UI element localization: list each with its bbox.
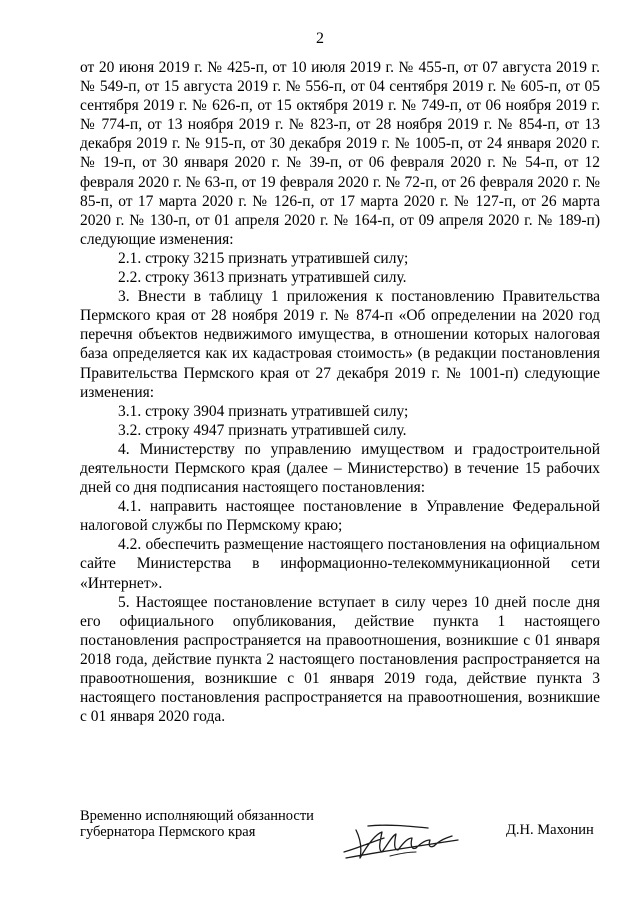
signatory-name: Д.Н. Махонин (506, 822, 594, 838)
page-number: 2 (316, 30, 324, 47)
handwritten-signature-image (338, 818, 468, 864)
paragraph-2-1: 2.1. строку 3215 признать утратившей силу; (118, 249, 409, 267)
paragraph-4-1: 4.1. направить настоящее постановление в Управление Федеральной налоговой службы по Пермскому краю; (80, 498, 600, 535)
signatory-position (80, 808, 314, 840)
paragraph-2-2: 2.2. строку 3613 признать утратившей силу. (118, 269, 407, 287)
paragraph-3-2: 3.2. строку 4947 признать утратившей силу. (118, 421, 407, 439)
paragraph-5: 5. Настоящее постановление вступает в силу через 10 дней после дня его официального опубликования, действие пункта 1 настоящего постановления распространяется на правоотношения, возникшие с 01 января 2018 года, действие пункта 2 настоящего постановления распространяется на правоотношения, возникшие с 01 января 2019 года, действие пункта 3 настоящего постановления распространяется на правоотношения, возникшие с 01 января 2020 года. (80, 593, 600, 726)
paragraph-4: 4. Министерству по управлению имуществом и градостроительной деятельности Пермского края (далее – Министерство) в течение 15 рабочих дней со дня подписания настоящего постановления: (80, 440, 600, 497)
paragraph-3-1: 3.1. строку 3904 признать утратившей силу; (118, 402, 409, 420)
paragraph-4-2: 4.2. обеспечить размещение настоящего постановления на официальном сайте Министерства в информационно-телекоммуникационной сети «Интернет». (80, 536, 600, 592)
signatory-position-line1: Временно исполняющий обязанности (80, 808, 314, 824)
signatory-position-line2: губернатора Пермского края (80, 824, 256, 840)
document-body (80, 58, 600, 726)
paragraph-3: 3. Внести в таблицу 1 приложения к постановлению Правительства Пермского края от 28 ноября 2019 г. № 874-п «Об определении на 2020 год перечня объектов недвижимого имущества, в отношении которых налоговая база определяется как их кадастровая стоимость» (в редакции постановления Правительства Пермского края от 27 декабря 2019 г. № 1001-п) следующие изменения: (80, 288, 600, 401)
paragraph-amendments-list: от 20 июня 2019 г. № 425-п, от 10 июля 2019 г. № 455-п, от 07 августа 2019 г. № 549-п, от 15 августа 2019 г. № 556-п, от 04 сентября 2019 г. № 605-п, от 05 сентября 2019 г. № 626-п, от 15 октября 2019 г. № 749-п, от 06 ноября 2019 г. № 774-п, от 13 ноября 2019 г. № 823-п, от 28 ноября 2019 г. № 854-п, от 13 декабря 2019 г. № 915-п, от 30 декабря 2019 г. № 1005-п, от 24 января 2020 г. № 19-п, от 30 января 2020 г. № 39-п, от 06 февраля 2020 г. № 54-п, от 12 февраля 2020 г. № 63-п, от 19 февраля 2020 г. № 72-п, от 26 февраля 2020 г. № 85-п, от 17 марта 2020 г. № 126-п, от 17 марта 2020 г. № 127-п, от 26 марта 2020 г. № 130-п, от 01 апреля 2020 г. № 164-п, от 09 апреля 2020 г. № 189-п) следующие изменения: (80, 59, 600, 248)
